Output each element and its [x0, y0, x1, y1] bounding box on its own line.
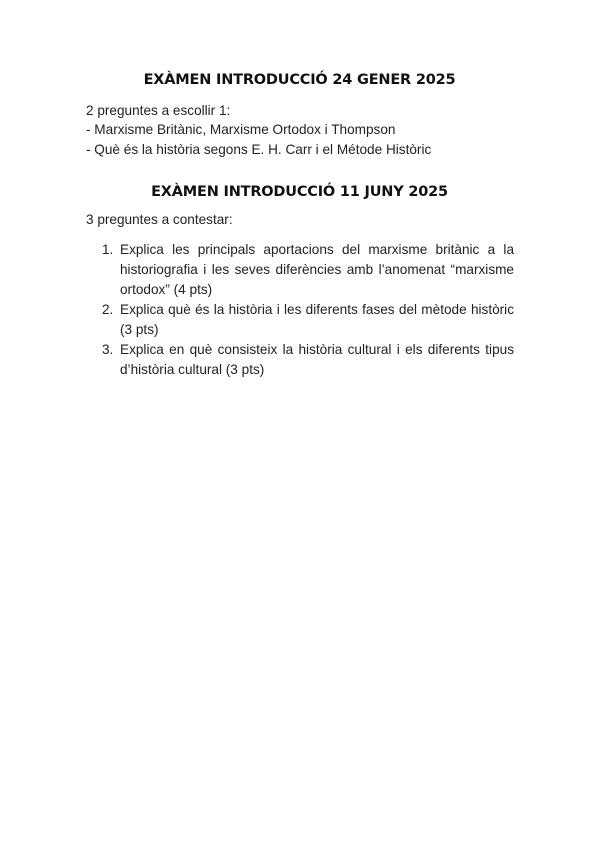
- question-number: 1.: [102, 242, 114, 257]
- question-text: Explica què és la història i les diferents fases del mètode històric (3 pts): [120, 302, 514, 337]
- exam2-intro: 3 preguntes a contestar:: [86, 212, 233, 227]
- exam2-question-2: [102, 300, 514, 340]
- question-text: Explica en què consisteix la història cultural i els diferents tipus d’història cultural (3 pts): [120, 342, 514, 377]
- question-text: Explica les principals aportacions del marxisme britànic a la historiografia i les seves diferències amb l’anomenat “marxisme ortodox” (4 pts): [120, 242, 514, 297]
- question-number: 2.: [102, 302, 114, 317]
- exam1-item-2: - Què és la història segons E. H. Carr i el Métode Històric: [86, 142, 432, 157]
- question-number: 3.: [102, 342, 114, 357]
- exam1-title: EXÀMEN INTRODUCCIÓ 24 GENER 2025: [143, 72, 456, 88]
- exam1-intro: 2 preguntes a escollir 1:: [86, 103, 231, 118]
- exam2-question-list: [102, 240, 514, 380]
- exam1-item-1: - Marxisme Britànic, Marxisme Ortodox i Thompson: [86, 122, 396, 137]
- exam2-title: EXÀMEN INTRODUCCIÓ 11 JUNY 2025: [151, 184, 448, 200]
- exam2-question-3: [102, 340, 514, 380]
- exam2-question-1: [102, 240, 514, 300]
